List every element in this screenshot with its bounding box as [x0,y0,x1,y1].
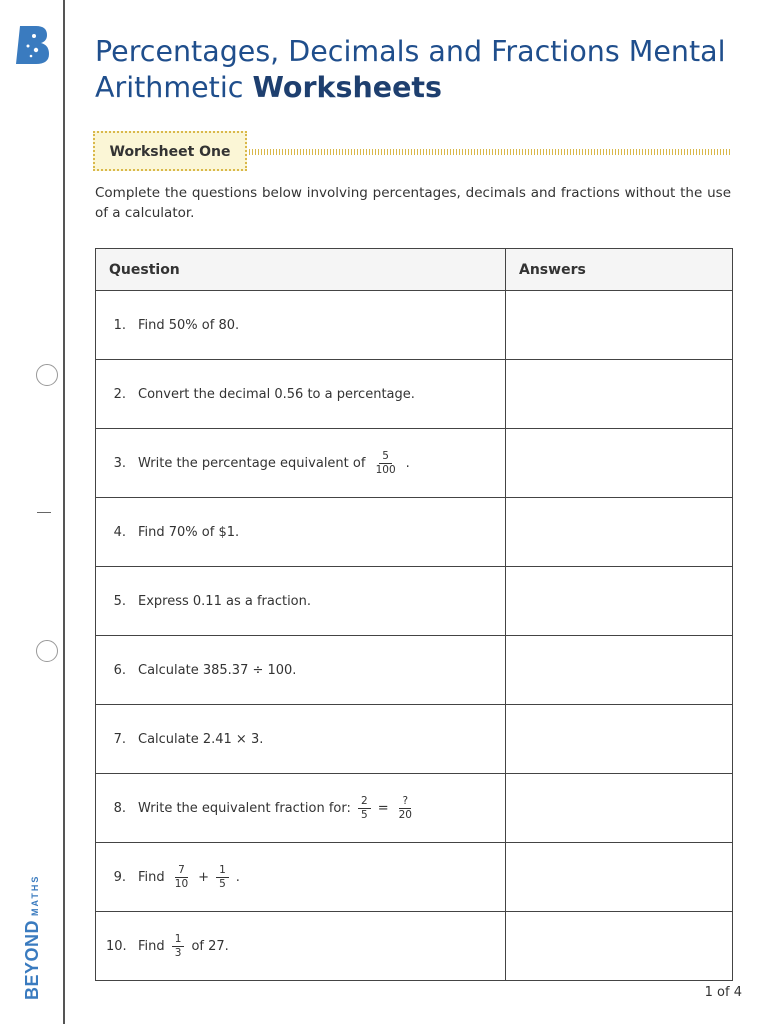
table-row [96,705,733,774]
table-header-row [96,249,733,291]
answer-cell[interactable] [506,705,733,774]
question-text: Write the percentage equivalent of [138,455,366,471]
question-cell [96,360,506,429]
question-number: 3. [113,455,126,471]
question-number: 5. [113,593,126,609]
title-line-1: Percentages, Decimals and Fractions Mental [95,35,726,68]
answer-cell[interactable] [506,360,733,429]
question-cell [96,912,506,981]
table-row [96,774,733,843]
fraction-numerator: 2 [358,796,371,809]
answer-cell[interactable] [506,291,733,360]
answer-cell[interactable] [506,843,733,912]
question-number: 1. [113,317,126,333]
fraction-numerator: ? [399,796,411,809]
worksheet-label: Worksheet One [109,144,231,160]
question-number: 8. [113,800,126,816]
fraction [216,865,229,890]
fraction [396,796,415,821]
answers-header: Answers [506,249,733,291]
fraction [358,796,371,821]
question-text: Convert the decimal 0.56 to a percentage. [138,386,415,402]
question-text: Express 0.11 as a fraction. [138,593,312,609]
fraction-denominator: 10 [174,877,189,890]
table-row [96,636,733,705]
brand-sub: MATHS [30,874,40,916]
title-bold: Worksheets [252,71,443,104]
table-row [96,429,733,498]
question-text-end: . [235,869,240,885]
brand-wordmark [22,860,44,1000]
question-text: Find 50% of 80. [138,317,240,333]
answer-cell[interactable] [506,774,733,843]
question-cell [96,429,506,498]
table-row [96,291,733,360]
answer-cell[interactable] [506,429,733,498]
fraction-denominator: 5 [219,877,226,890]
question-text: Find [138,938,165,954]
worksheet-badge [93,131,247,171]
answer-cell[interactable] [506,636,733,705]
fraction [172,865,191,890]
instructions: Complete the questions below involving percentages, decimals and fractions without the use of a calculator. [95,185,731,221]
table-row [96,912,733,981]
question-number: 4. [113,524,126,540]
beyond-logo-icon [14,24,50,66]
question-number: 10. [106,938,127,954]
fraction [373,451,399,476]
fraction [172,934,185,959]
question-number: 2. [113,386,126,402]
operator: + [198,869,210,885]
page-title [95,34,745,106]
fraction-denominator: 20 [398,808,412,821]
question-number: 7. [113,731,126,747]
fraction-numerator: 5 [379,451,392,464]
question-text-end: of 27. [191,938,229,954]
fraction-denominator: 100 [375,463,396,476]
fold-mark [37,512,51,513]
operator: = [377,800,389,816]
answer-cell[interactable] [506,567,733,636]
question-cell [96,636,506,705]
brand-name: BEYOND [22,919,42,1000]
dotted-rule [249,149,731,155]
question-text: Find 70% of $1. [138,524,240,540]
question-text: Find [138,869,165,885]
question-text-end: . [405,455,410,471]
question-cell [96,843,506,912]
question-number: 9. [113,869,126,885]
table-row [96,567,733,636]
table-row [96,843,733,912]
punch-hole-bottom [36,640,58,662]
page-number: 1 of 4 [704,985,742,1000]
question-cell [96,774,506,843]
margin-line [63,0,65,1024]
question-text: Calculate 2.41 × 3. [138,731,264,747]
answer-cell[interactable] [506,912,733,981]
question-cell [96,567,506,636]
answer-cell[interactable] [506,498,733,567]
table-row [96,360,733,429]
punch-hole-top [36,364,58,386]
title-line-2: Arithmetic [95,71,253,104]
fraction-numerator: 7 [175,865,188,878]
fraction-numerator: 1 [172,934,185,947]
question-text: Calculate 385.37 ÷ 100. [138,662,297,678]
fraction-numerator: 1 [216,865,229,878]
fraction-denominator: 3 [174,946,182,959]
question-header: Question [96,249,506,291]
question-text: Write the equivalent fraction for: [138,800,351,816]
question-cell [96,705,506,774]
question-cell [96,498,506,567]
fraction-denominator: 5 [361,808,368,821]
table-row [96,498,733,567]
question-cell [96,291,506,360]
question-number: 6. [113,662,126,678]
questions-table [95,248,733,981]
